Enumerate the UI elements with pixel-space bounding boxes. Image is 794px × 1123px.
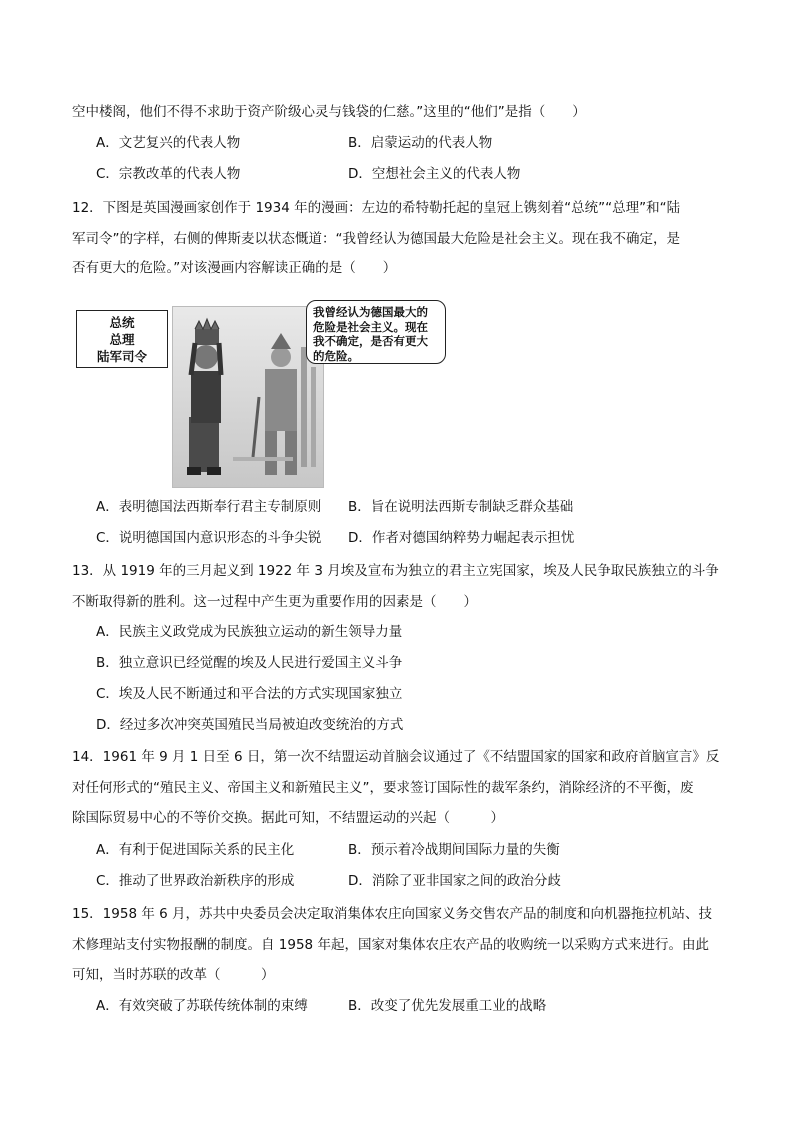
- q14-stem-line-2: 对任何形式的“殖民主义、帝国主义和新殖民主义”，要求签订国际性的裁军条约，消除经济的不平衡，废: [72, 780, 694, 796]
- q11-option-d: D．空想社会主义的代表人物: [348, 166, 521, 182]
- cartoon-label-1: 总统: [109, 314, 135, 330]
- q11-option-c: C．宗教改革的代表人物: [96, 166, 241, 182]
- q12-option-a: A．表明德国法西斯奉行君主专制原则: [96, 499, 322, 515]
- cartoon-label-3: 陆军司令: [96, 348, 147, 364]
- q14-stem-line-3: 除国际贸易中心的不等价交换。据此可知，不结盟运动的兴起（ ）: [72, 810, 504, 826]
- q13-stem-line-1: 13．从 1919 年的三月起义到 1922 年 3 月埃及宣布为独立的君主立宪国家，埃及人民争取民族独立的斗争: [72, 563, 719, 579]
- q12-option-d: D．作者对德国纳粹势力崛起表示担忧: [348, 530, 575, 546]
- q12-stem-line-2: 军司令”的字样，右侧的俾斯麦以状态慨道：“我曾经认为德国最大危险是社会主义。现在我不确定，是: [72, 231, 680, 247]
- q13-option-a: A．民族主义政党成为民族独立运动的新生领导力量: [96, 624, 403, 640]
- cartoon-title-box: [76, 310, 168, 368]
- q15-option-a: A．有效突破了苏联传统体制的束缚: [96, 998, 308, 1014]
- q14-option-b: B．预示着冷战期间国际力量的失衡: [348, 842, 560, 858]
- q13-option-c: C．埃及人民不断通过和平合法的方式实现国家独立: [96, 686, 403, 702]
- q15-stem-line-3: 可知，当时苏联的改革（ ）: [72, 967, 275, 983]
- cartoon-figures-illustration: [173, 307, 323, 487]
- q11-option-a: A．文艺复兴的代表人物: [96, 135, 241, 151]
- cartoon-sketch-image: [172, 306, 324, 488]
- q14-option-c: C．推动了世界政治新秩序的形成: [96, 873, 295, 889]
- q13-option-d: D．经过多次冲突英国殖民当局被迫改变统治的方式: [96, 717, 404, 733]
- q14-stem-line-1: 14．1961 年 9 月 1 日至 6 日，第一次不结盟运动首脑会议通过了《不结盟国家的国家和政府首脑宣言》反: [72, 749, 720, 765]
- q12-option-c: C．说明德国国内意识形态的斗争尖锐: [96, 530, 322, 546]
- q12-stem-line-1: 12．下图是英国漫画家创作于 1934 年的漫画：左边的希特勒托起的皇冠上镌刻着“总统”“总理”和“陆: [72, 200, 681, 216]
- q13-stem-line-2: 不断取得新的胜利。这一过程中产生更为重要作用的因素是（ ）: [72, 594, 477, 610]
- q11-option-b: B．启蒙运动的代表人物: [348, 135, 493, 151]
- q13-option-b: B．独立意识已经觉醒的埃及人民进行爱国主义斗争: [96, 655, 403, 671]
- q15-option-b: B．改变了优先发展重工业的战略: [348, 998, 547, 1014]
- q14-option-d: D．消除了亚非国家之间的政治分歧: [348, 873, 561, 889]
- q15-stem-line-1: 15．1958 年 6 月，苏共中央委员会决定取消集体农庄向国家义务交售农产品的制度和向机器拖拉机站、技: [72, 906, 712, 922]
- q12-cartoon: [76, 300, 448, 486]
- q12-option-b: B．旨在说明法西斯专制缺乏群众基础: [348, 499, 574, 515]
- q15-stem-line-2: 术修理站支付实物报酬的制度。自 1958 年起，国家对集体农庄农产品的收购统一以采购方式来进行。由此: [72, 937, 709, 953]
- cartoon-label-2: 总理: [109, 331, 135, 347]
- q14-option-a: A．有利于促进国际关系的民主化: [96, 842, 295, 858]
- cartoon-speech-bubble: 我曾经认为德国最大的危险是社会主义。现在我不确定，是否有更大的危险。: [306, 300, 446, 364]
- q12-stem-line-3: 否有更大的危险。”对该漫画内容解读正确的是（ ）: [72, 260, 397, 276]
- q11-stem-tail: 空中楼阁，他们不得不求助于资产阶级心灵与钱袋的仁慈。”这里的“他们”是指（ ）: [72, 104, 586, 120]
